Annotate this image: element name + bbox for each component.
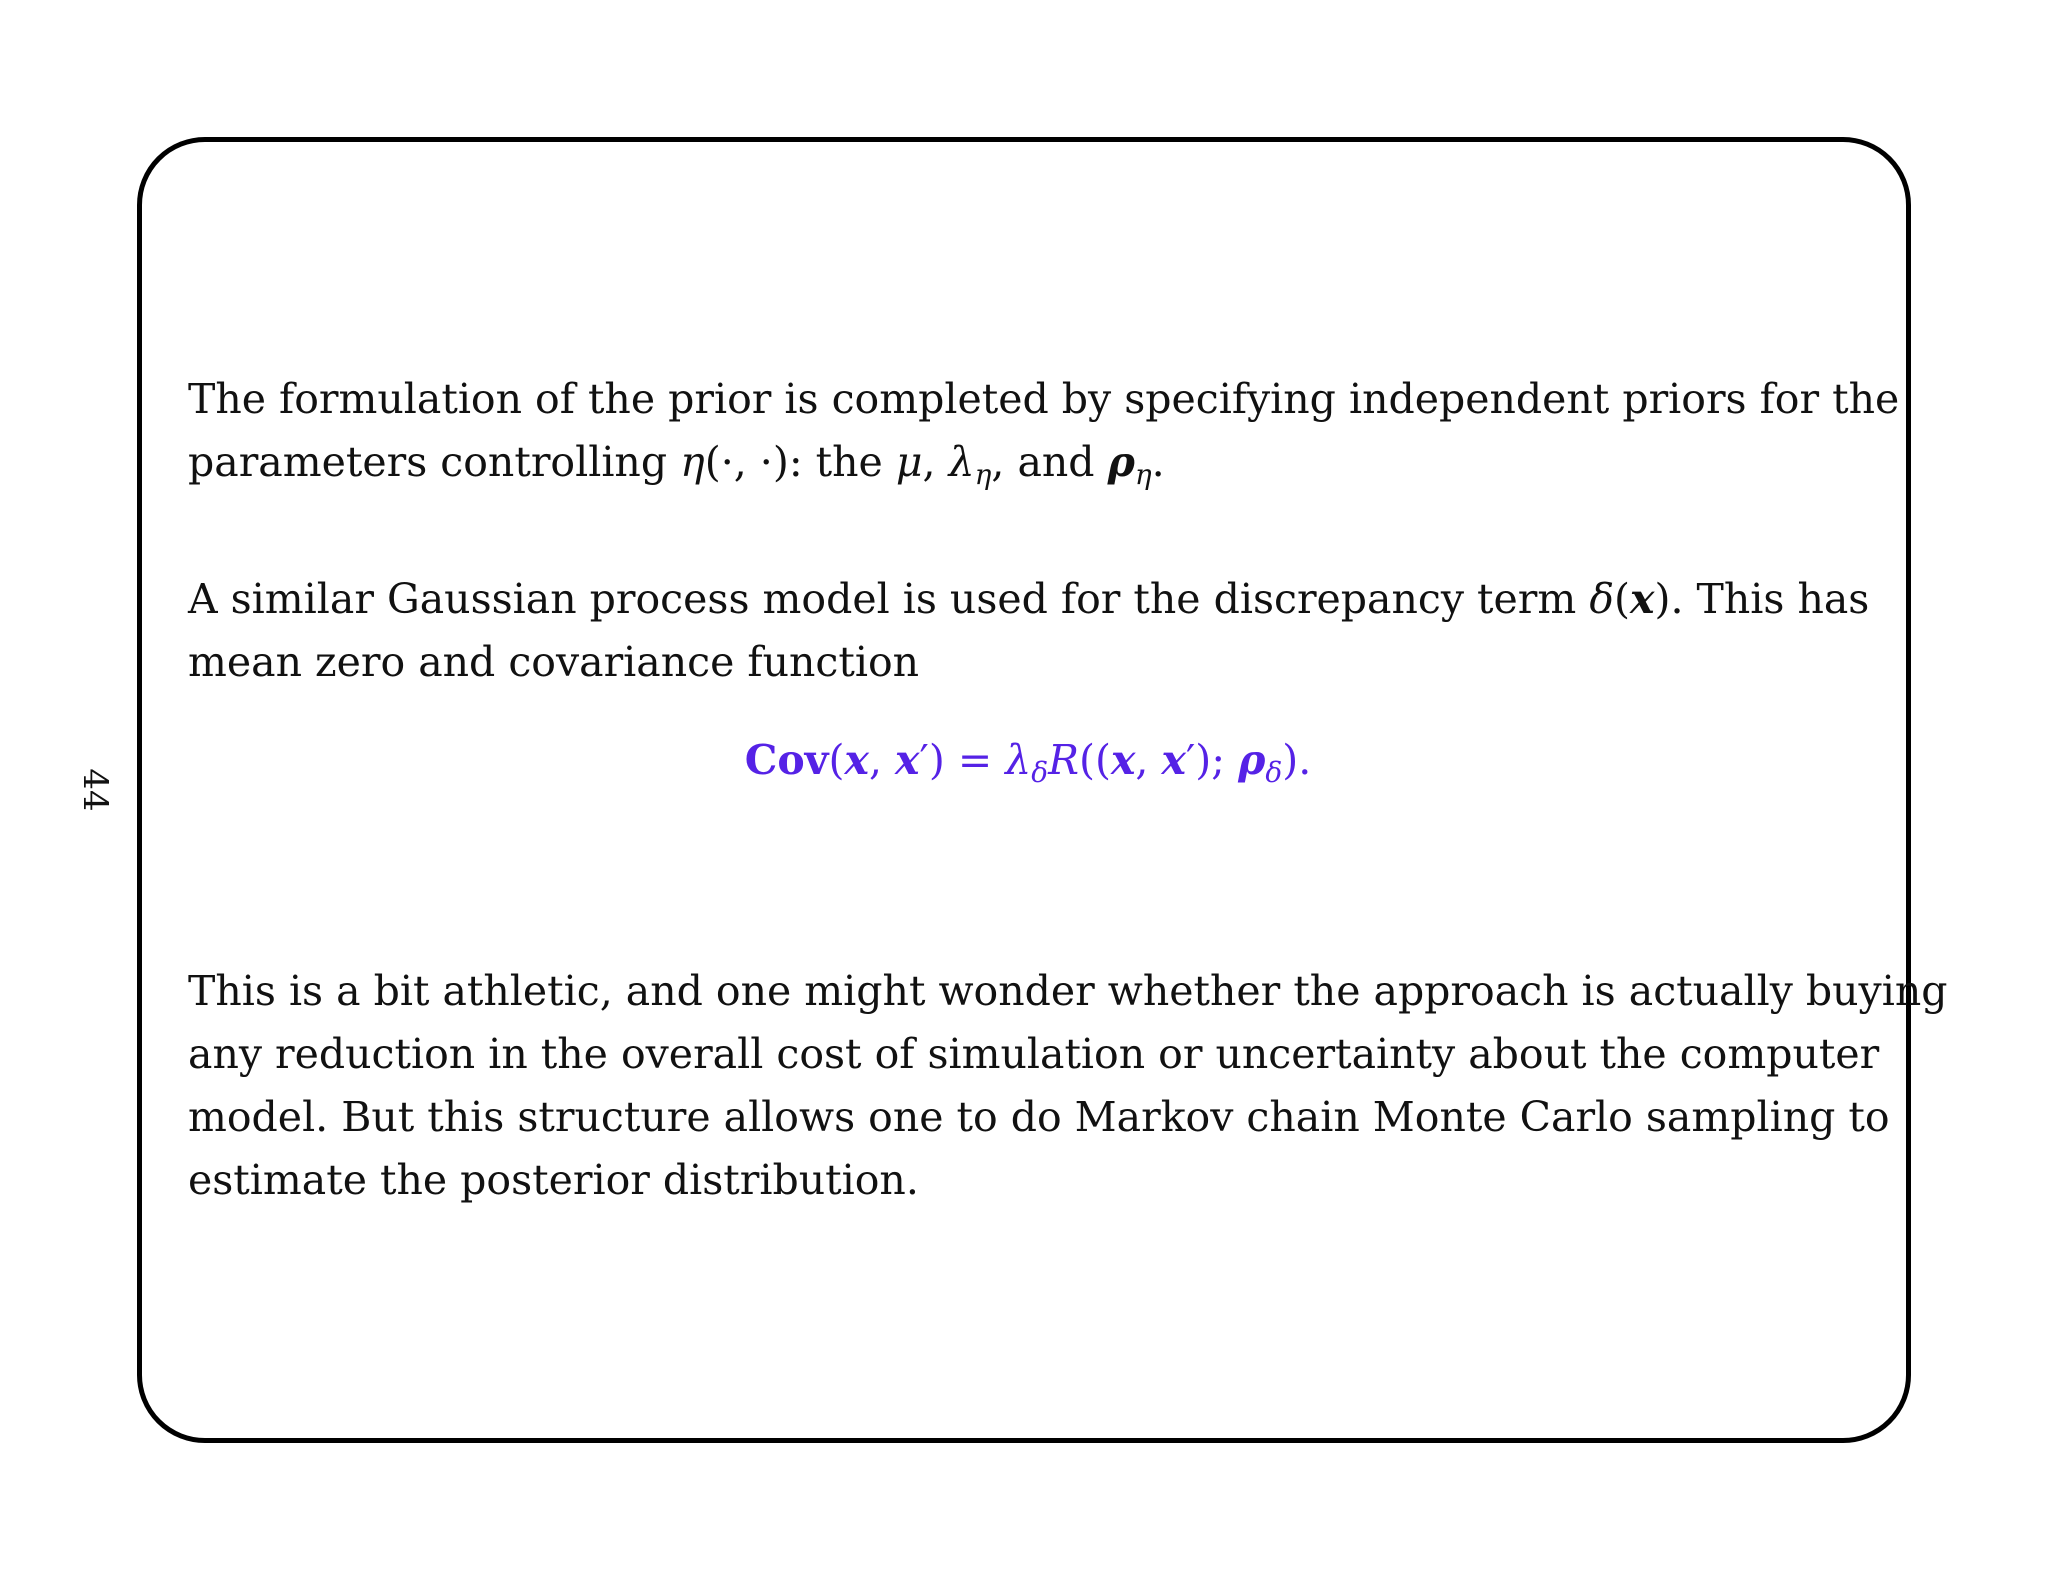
math-rho: ρ (1107, 438, 1135, 486)
math-x: x (895, 736, 920, 784)
math-prime: ′ (1185, 736, 1196, 784)
math-subscript-eta: η (974, 458, 992, 491)
math-rho: ρ (1238, 736, 1266, 784)
math-x: x (844, 736, 869, 784)
paragraph-line: mean zero and covariance function (188, 638, 920, 686)
math-subscript-delta: δ (1031, 756, 1049, 789)
text-run: ). This has (1654, 575, 1870, 623)
paragraph-prior-formulation (188, 368, 1900, 494)
math-lambda: λ (948, 438, 975, 486)
math-mu: μ (895, 438, 923, 486)
math-run: ( (828, 736, 845, 784)
paragraph-line: The formulation of the prior is completed by specifying independent priors for the (188, 375, 1900, 423)
math-lambda: λ (1005, 736, 1032, 784)
paragraph-discrepancy (188, 568, 1868, 694)
paragraph-line: estimate the posterior distribution. (188, 1156, 919, 1204)
text-run: , (922, 438, 949, 486)
math-R: R (1048, 736, 1079, 784)
math-x: x (1630, 575, 1655, 623)
math-run: ); (1195, 736, 1239, 784)
math-subscript-eta: η (1134, 458, 1152, 491)
covariance-equation (188, 729, 1868, 792)
paragraph-line: model. But this structure allows one to do Markov chain Monte Carlo sampling to (188, 1093, 1890, 1141)
math-subscript-delta: δ (1265, 756, 1283, 789)
paragraph-line: any reduction in the overall cost of simulation or uncertainty about the computer (188, 1030, 1880, 1078)
math-delta: δ (1589, 575, 1614, 623)
text-run: . (1151, 438, 1165, 486)
math-prime: ′ (919, 736, 929, 784)
math-eta: η (680, 438, 705, 486)
paragraph-line (188, 568, 1868, 631)
text-run: parameters controlling (188, 438, 681, 486)
math-args: (·, ·) (704, 438, 789, 486)
text-run: A similar Gaussian process model is used for the discrepancy term (188, 575, 1590, 623)
math-x: x (1110, 736, 1136, 784)
math-run: , (1135, 736, 1162, 784)
math-cov: Cov (744, 736, 829, 784)
text-run: ( (1614, 575, 1630, 623)
text-run: , and (991, 438, 1108, 486)
paragraph-line (188, 431, 1868, 494)
math-run: ). (1282, 736, 1312, 784)
math-run: ) = (928, 736, 1006, 784)
math-run: (( (1078, 736, 1111, 784)
text-run: : the (788, 438, 896, 486)
math-x: x (1161, 736, 1186, 784)
paragraph-athletic (188, 960, 1948, 1212)
paragraph-line: This is a bit athletic, and one might wonder whether the approach is actually buying (188, 967, 1948, 1015)
math-run: , (868, 736, 896, 784)
page-number: 44 (75, 768, 115, 812)
